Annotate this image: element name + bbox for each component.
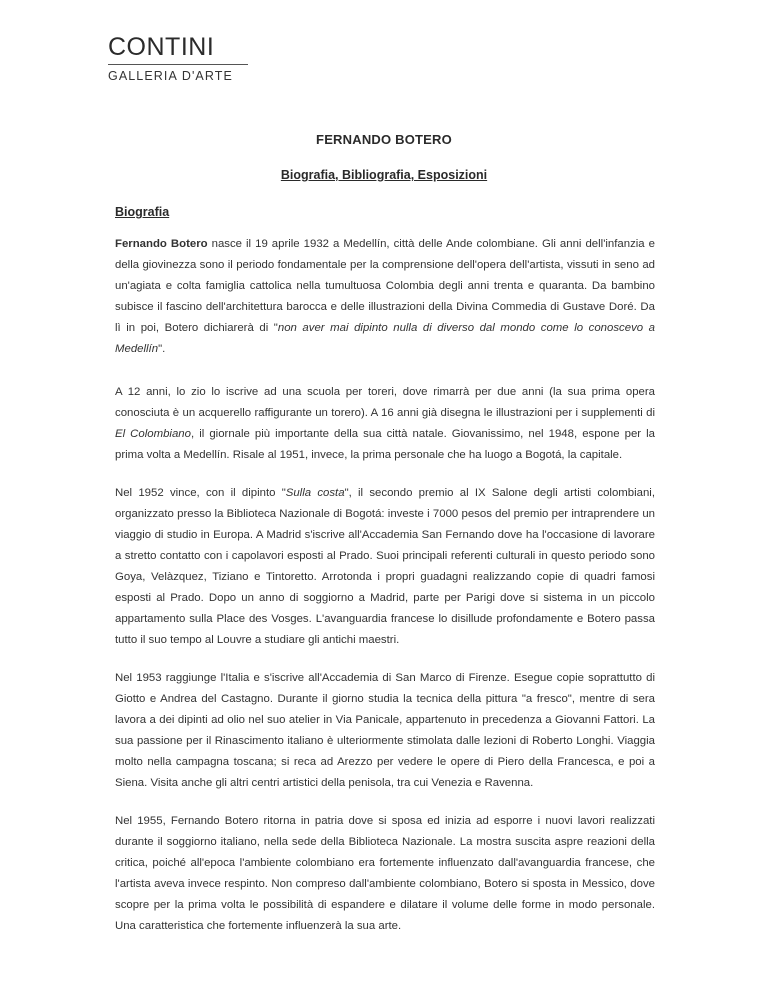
document-subtitle: Biografia, Bibliografia, Esposizioni [280, 168, 488, 182]
section-heading-biografia: Biografia [115, 205, 170, 219]
paragraph-text: Nel 1955, Fernando Botero ritorna in patria dove si sposa ed inizia ad esporre i nuovi lavori realizzati durante il soggiorno italiano, nella sede della Biblioteca Nazionale. La mostra suscita aspre reazioni della critica, poiché all'epoca l'ambiente colombiano era fortemente influenzato dall'avanguardia francese, che l'artista aveva invece respinto. Non compreso dall'ambiente colombiano, Botero si sposta in Messico, dove scopre per la prima volta le possibilità di espandere e dilatare il volume delle forme in modo personale. Una caratteristica che fortemente influenzerà la sua arte. [115, 815, 655, 932]
paragraph-text: A 12 anni, lo zio lo iscrive ad una scuola per toreri, dove rimarrà per due anni (la sua prima opera conosciuta è un acquerello raffigurante un torero). A 16 anni già disegna le illustrazioni per i supplementi di [115, 386, 655, 419]
paragraph-text: ", il secondo premio al IX Salone degli artisti colombiani, organizzato presso la Biblioteca Nazionale di Bogotá: investe i 7000 pesos del premio per intraprendere un viaggio di studio in Europa. A Madrid s'iscrive all'Accademia San Fernando dove ha l'occasione di lavorare a stretto contatto con i capolavori esposti al Prado. Suoi principali referenti culturali in questo periodo sono Goya, Velàzquez, Tiziano e Tintoretto. Arrotonda i propri guadagni realizzando copie di quadri famosi esposti al Prado. Dopo un anno di soggiorno a Madrid, parte per Parigi dove si sistema in un piccolo appartamento sulla Place des Vosges. L'avanguardia francese lo disillude profondamente e Botero passa tutto il suo tempo al Louvre a studiare gli antichi maestri. [115, 487, 655, 646]
newspaper-title: El Colombiano [115, 428, 191, 440]
paragraph-text: , il giornale più importante della sua città natale. Giovanissimo, nel 1948, espone per la prima volta a Medellín. Risale al 1951, invece, la prima personale che ha luogo a Bogotá, la capitale. [115, 428, 656, 461]
logo-subtitle: GALLERIA D'ARTE [108, 69, 233, 83]
logo-name: CONTINI [108, 33, 215, 61]
paragraph-text: nasce il 19 aprile 1932 a Medellín, città delle Ande colombiane. Gli anni dell'infanzia e della giovinezza sono il periodo fondamentale per la comprensione dell'opera dell'artista, vissuti in seno ad un'agiata e colta famiglia cattolica nella tumultuosa Colombia degli anni trenta e quaranta. Da bambino subisce il fascino dell'architettura barocca e delle illustrazioni della Divina Commedia di Gustave Doré. Da lì in poi, Botero dichiarerà di " [115, 238, 655, 334]
artist-name: Fernando Botero [115, 238, 208, 250]
painting-title: Sulla costa [285, 487, 345, 499]
paragraph-text: Nel 1952 vince, con il dipinto " [115, 487, 286, 499]
logo-divider [108, 64, 248, 65]
document-title: FERNANDO BOTERO [316, 132, 452, 147]
paragraph-text: ". [158, 343, 166, 355]
paragraph-text: Nel 1953 raggiunge l'Italia e s'iscrive all'Accademia di San Marco di Firenze. Esegue copie soprattutto di Giotto e Andrea del Castagno. Durante il giorno studia la tecnica della pittura "a fresco", mentre di sera lavora a dei dipinti ad olio nel suo atelier in Via Panicale, appartenuto in precedenza a Giovanni Fattori. La sua passione per il Rinascimento italiano è ulteriormente stimolata dalle lezioni di Roberto Longhi. Viaggia molto nella campagna toscana; si reca ad Arezzo per vedere le opere di Piero della Francesca, e poi a Siena. Visita anche gli altri centri artistici della penisola, tra cui Venezia e Ravenna. [115, 672, 655, 789]
paragraph-3 [115, 483, 655, 651]
gallery-logo [108, 34, 248, 83]
quote-italic: non aver mai dipinto nulla di diverso dal mondo come lo conoscevo a Medellín [115, 322, 656, 355]
paragraph-5 [115, 811, 655, 937]
biography-content [115, 234, 655, 954]
paragraph-4 [115, 668, 655, 794]
paragraph-1 [115, 234, 655, 360]
paragraph-2 [115, 382, 655, 466]
